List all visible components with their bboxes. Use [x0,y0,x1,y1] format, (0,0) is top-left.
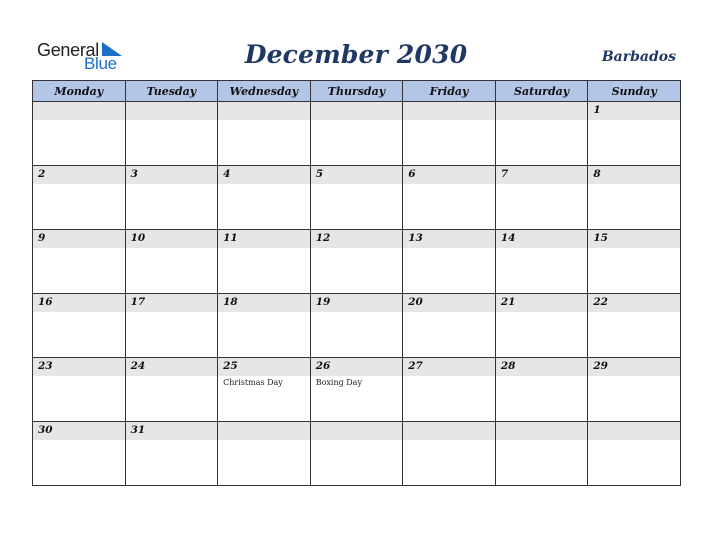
day-cell [218,294,311,358]
day-cell-content [496,422,588,485]
day-cell-content [218,166,310,229]
day-cell-content [311,358,403,421]
day-cell-content [403,358,495,421]
day-number-band [403,422,495,440]
day-cell [218,358,311,422]
day-cell-content [126,422,218,485]
day-cell [310,166,403,230]
day-number: 6 [408,168,416,180]
day-number: 27 [408,360,423,372]
day-number-band [311,102,403,120]
day-number: 14 [500,232,516,244]
day-cell-content [588,294,680,357]
day-number: 23 [38,360,53,372]
day-cell [588,294,681,358]
day-cell [33,230,126,294]
day-cell-content [33,166,125,229]
day-number-band [403,358,495,376]
holiday-label: Christmas Day [223,378,283,387]
day-cell [588,230,681,294]
day-number-band [496,166,588,184]
day-number-band [126,422,218,440]
week-row [33,230,681,294]
week-row [33,102,681,166]
day-number-band [403,102,495,120]
weekday-header: Thursday [310,81,403,102]
day-cell-content [33,422,125,485]
day-number: 26 [315,360,331,372]
day-number-band [588,294,680,312]
day-cell-content [403,294,495,357]
day-cell-content [126,102,218,165]
logo-general-text: General [37,40,99,60]
day-cell-content [496,230,588,293]
weekday-header: Tuesday [125,81,218,102]
day-cell [310,102,403,166]
day-number: 5 [315,168,323,180]
day-cell-content [588,166,680,229]
day-number-band [496,422,588,440]
day-number: 17 [130,296,146,308]
day-cell [588,422,681,486]
day-number-band [496,230,588,248]
day-cell [218,230,311,294]
day-number-band [496,294,588,312]
day-cell [588,166,681,230]
day-number: 12 [315,232,331,244]
day-number-band [33,358,125,376]
day-number: 8 [593,168,601,180]
day-number: 4 [223,168,231,180]
day-cell [495,422,588,486]
day-cell-content [588,422,680,485]
weekday-header-row [33,81,681,102]
day-number-band [218,358,310,376]
day-number: 25 [223,360,238,372]
week-row [33,294,681,358]
day-number-band [33,294,125,312]
logo [37,40,127,72]
day-cell-content [403,422,495,485]
day-cell-content [311,230,403,293]
day-cell [33,358,126,422]
day-number-band [126,166,218,184]
day-number-band [311,294,403,312]
weekday-header: Wednesday [218,81,311,102]
day-number-band [496,358,588,376]
day-number-band [218,230,310,248]
day-number: 16 [38,296,53,308]
day-number: 2 [38,168,46,180]
day-cell-content [588,230,680,293]
day-cell [403,230,496,294]
day-cell [310,294,403,358]
day-number-band [218,166,310,184]
day-number: 19 [315,296,331,308]
day-number-band [496,102,588,120]
day-number: 3 [130,168,138,180]
day-cell-content [588,102,680,165]
day-cell-content [403,102,495,165]
day-cell-content [126,294,218,357]
day-cell-content [311,422,403,485]
day-cell [403,422,496,486]
day-number-band [126,358,218,376]
day-cell-content [403,230,495,293]
day-number-band [218,102,310,120]
day-number: 9 [38,232,46,244]
day-cell-content [126,166,218,229]
day-cell [218,166,311,230]
day-number: 13 [408,232,423,244]
logo-blue-text: Blue [84,54,117,73]
day-cell-content [311,102,403,165]
day-number: 18 [223,296,238,308]
day-cell [588,102,681,166]
day-cell [495,102,588,166]
day-cell [310,358,403,422]
day-number-band [403,230,495,248]
day-cell [403,102,496,166]
day-number: 24 [130,360,146,372]
day-number: 29 [593,360,608,372]
day-cell-content [218,102,310,165]
day-cell [588,358,681,422]
day-number: 7 [500,168,509,180]
day-cell-content [33,102,125,165]
day-number: 1 [593,104,601,116]
day-cell-content [126,358,218,421]
day-cell [125,294,218,358]
calendar-grid [32,80,681,486]
day-number-band [126,230,218,248]
weekday-header: Friday [403,81,496,102]
day-number-band [403,166,495,184]
day-cell [403,166,496,230]
day-number-band [403,294,495,312]
day-cell-content [496,166,588,229]
day-cell [310,422,403,486]
day-number-band [311,422,403,440]
day-cell-content [33,294,125,357]
day-cell [495,166,588,230]
week-row [33,166,681,230]
day-number-band [311,230,403,248]
day-number-band [33,166,125,184]
day-cell [403,294,496,358]
day-number-band [311,166,403,184]
day-number: 28 [500,360,516,372]
day-number-band [588,166,680,184]
day-number: 15 [593,232,608,244]
day-number-band [33,422,125,440]
day-cell-content [218,422,310,485]
day-cell-content [496,294,588,357]
day-number: 11 [223,232,238,244]
weekday-header: Monday [33,81,126,102]
week-row [33,422,681,486]
day-number-band [126,294,218,312]
day-number: 30 [38,424,53,436]
day-cell-content [126,230,218,293]
day-cell-content [218,358,310,421]
day-cell [218,102,311,166]
day-number-band [588,422,680,440]
day-cell [495,230,588,294]
day-cell [33,102,126,166]
day-number-band [588,230,680,248]
day-number-band [218,422,310,440]
day-cell [403,358,496,422]
day-number-band [218,294,310,312]
day-cell-content [403,166,495,229]
day-cell-content [496,358,588,421]
weekday-header: Sunday [588,81,681,102]
day-number-band [33,102,125,120]
day-cell [125,166,218,230]
day-number-band [588,102,680,120]
day-cell [495,294,588,358]
day-cell-content [496,102,588,165]
day-number: 22 [593,296,608,308]
day-cell-content [218,230,310,293]
weekday-header: Saturday [495,81,588,102]
day-number: 10 [130,232,146,244]
day-cell [33,294,126,358]
day-number: 21 [500,296,516,308]
day-number-band [588,358,680,376]
day-cell [310,230,403,294]
day-cell [125,102,218,166]
country-label: Barbados [601,49,676,65]
day-cell-content [33,230,125,293]
day-cell [33,422,126,486]
day-cell-content [588,358,680,421]
day-cell-content [311,166,403,229]
day-number-band [33,230,125,248]
day-cell [495,358,588,422]
day-number: 31 [130,424,146,436]
day-cell [33,166,126,230]
day-cell-content [218,294,310,357]
day-cell [125,230,218,294]
week-row [33,358,681,422]
day-cell [125,422,218,486]
holiday-label: Boxing Day [315,378,362,387]
day-cell-content [33,358,125,421]
day-cell-content [311,294,403,357]
day-number-band [126,102,218,120]
day-cell [218,422,311,486]
day-number: 20 [408,296,423,308]
page-title: December 2030 [244,40,468,69]
day-number-band [311,358,403,376]
day-cell [125,358,218,422]
